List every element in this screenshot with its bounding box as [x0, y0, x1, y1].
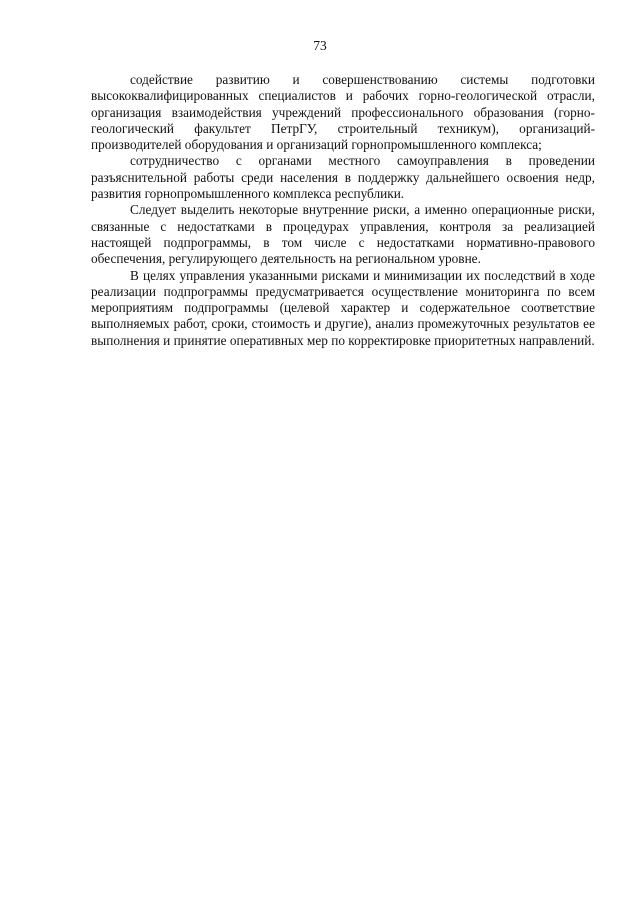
paragraph-risk-management: В целях управления указанными рисками и минимизации их последствий в ходе реализации подпрограммы предусматривается осуществление мониторинга по всем мероприятиям подпрограммы (целевой характер и содержательное соответствие выполняемых работ, сроки, стоимость и другие), анализ промежуточных результатов ее выполнения и принятие оперативных мер по корректировке приоритетных направлений. — [91, 267, 595, 348]
paragraph-local-government-cooperation: сотрудничество с органами местного самоуправления в проведении разъяснительной работы среди населения в поддержку дальнейшего освоения недр, развития горнопромышленного комплекса республики. — [91, 153, 595, 202]
page-number: 73 — [313, 38, 327, 53]
paragraph-internal-risks: Следует выделить некоторые внутренние риски, а именно операционные риски, связанные с недостатками в процедурах управления, контроля за реализацией настоящей подпрограммы, в том числе с недостатками нормативно-правового обеспечения, регулирующего деятельность на региональном уровне. — [91, 202, 595, 267]
paragraph-training-support: содействие развитию и совершенствованию системы подготовки высококвалифицированных специалистов и рабочих горно-геологической отрасли, организация взаимодействия учреждений профессионального образования (горно-геологический факультет ПетрГУ, строительный техникум), организаций-производителей оборудования и организаций горнопромышленного комплекса; — [91, 72, 595, 153]
body-text — [91, 72, 595, 349]
